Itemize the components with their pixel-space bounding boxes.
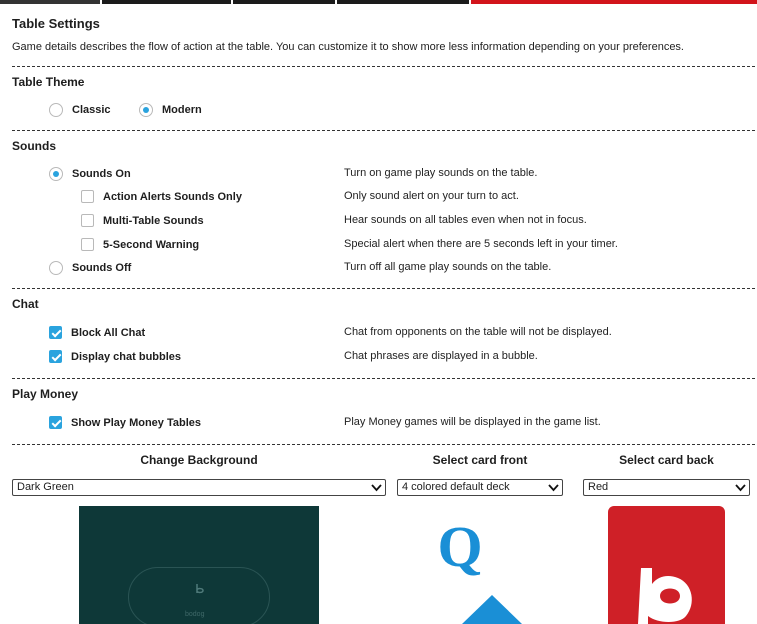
sounds-on-radio[interactable] bbox=[49, 167, 131, 181]
section-title-theme: Table Theme bbox=[12, 75, 85, 89]
five-second-warning-checkbox[interactable] bbox=[81, 238, 199, 251]
block-all-chat-checkbox[interactable] bbox=[49, 326, 145, 339]
theme-classic-radio[interactable] bbox=[49, 103, 111, 117]
action-alerts-checkbox[interactable] bbox=[81, 190, 242, 203]
theme-classic-label: Classic bbox=[72, 104, 111, 116]
card-rank-text: Q bbox=[437, 514, 483, 579]
card-front-select-value: 4 colored default deck bbox=[402, 481, 510, 493]
card-front-select[interactable] bbox=[397, 479, 563, 496]
checkbox-icon bbox=[81, 238, 94, 251]
tab-3[interactable] bbox=[233, 0, 335, 4]
card-back-preview bbox=[608, 506, 725, 624]
card-back-select-value: Red bbox=[588, 481, 609, 493]
spade-icon bbox=[462, 595, 522, 624]
checkbox-checked-icon bbox=[49, 326, 62, 339]
tab-bar bbox=[0, 0, 757, 4]
radio-selected-icon bbox=[49, 167, 63, 181]
multi-table-sounds-label: Multi-Table Sounds bbox=[103, 214, 204, 227]
divider bbox=[12, 444, 755, 445]
chevron-down-icon bbox=[371, 483, 382, 492]
background-preview bbox=[79, 506, 319, 624]
divider bbox=[12, 378, 755, 379]
checkbox-icon bbox=[81, 190, 94, 203]
display-chat-bubbles-label: Display chat bubbles bbox=[71, 350, 182, 363]
background-select[interactable] bbox=[12, 479, 386, 496]
divider bbox=[12, 130, 755, 131]
card-back-heading: Select card back bbox=[619, 453, 714, 467]
show-play-money-desc: Play Money games will be displayed in the game list. bbox=[344, 416, 601, 428]
action-alerts-desc: Only sound alert on your turn to act. bbox=[344, 190, 519, 202]
theme-modern-radio[interactable] bbox=[139, 103, 202, 117]
queen-of-spades-preview bbox=[410, 506, 570, 624]
divider bbox=[12, 66, 755, 67]
section-title-chat: Chat bbox=[12, 297, 39, 311]
divider bbox=[12, 288, 755, 289]
card-front-heading: Select card front bbox=[432, 453, 528, 467]
multi-table-sounds-checkbox[interactable] bbox=[81, 214, 204, 227]
multi-table-sounds-desc: Hear sounds on all tables even when not in focus. bbox=[344, 214, 587, 226]
page-description: Game details describes the flow of action at the table. You can customize it to show more less information depending on your preferences. bbox=[12, 41, 684, 53]
five-second-warning-label: 5-Second Warning bbox=[103, 238, 200, 251]
sounds-off-radio[interactable] bbox=[49, 261, 131, 275]
tab-4[interactable] bbox=[337, 0, 469, 4]
tab-1[interactable] bbox=[0, 0, 100, 4]
theme-modern-label: Modern bbox=[162, 104, 202, 116]
checkbox-icon bbox=[81, 214, 94, 227]
action-alerts-label: Action Alerts Sounds Only bbox=[103, 190, 242, 203]
block-all-chat-desc: Chat from opponents on the table will not be displayed. bbox=[344, 326, 612, 338]
radio-icon bbox=[49, 261, 63, 275]
tab-5-active[interactable] bbox=[471, 0, 757, 4]
sounds-on-label: Sounds On bbox=[72, 168, 131, 180]
display-chat-bubbles-desc: Chat phrases are displayed in a bubble. bbox=[344, 350, 538, 362]
radio-icon bbox=[49, 103, 63, 117]
page-title: Table Settings bbox=[12, 16, 100, 31]
display-chat-bubbles-checkbox[interactable] bbox=[49, 350, 181, 363]
checkbox-checked-icon bbox=[49, 416, 62, 429]
radio-selected-icon bbox=[139, 103, 153, 117]
bodog-b-logo-icon bbox=[608, 506, 725, 624]
show-play-money-checkbox[interactable] bbox=[49, 416, 201, 429]
chevron-down-icon bbox=[735, 483, 746, 492]
five-second-warning-desc: Special alert when there are 5 seconds left in your timer. bbox=[344, 238, 618, 250]
bodog-logo-icon bbox=[195, 584, 205, 594]
chevron-down-icon bbox=[548, 483, 559, 492]
sounds-off-label: Sounds Off bbox=[72, 262, 132, 274]
tab-2[interactable] bbox=[102, 0, 231, 4]
table-logo-text: bodog bbox=[185, 611, 205, 618]
sounds-off-desc: Turn off all game play sounds on the table. bbox=[344, 261, 552, 273]
block-all-chat-label: Block All Chat bbox=[71, 326, 146, 339]
background-select-value: Dark Green bbox=[17, 481, 74, 493]
section-title-play-money: Play Money bbox=[12, 387, 79, 401]
change-background-heading: Change Background bbox=[140, 453, 258, 467]
checkbox-checked-icon bbox=[49, 350, 62, 363]
card-front-preview bbox=[410, 506, 570, 624]
sounds-on-desc: Turn on game play sounds on the table. bbox=[344, 167, 538, 179]
card-back-select[interactable] bbox=[583, 479, 750, 496]
show-play-money-label: Show Play Money Tables bbox=[71, 416, 201, 429]
section-title-sounds: Sounds bbox=[12, 139, 56, 153]
